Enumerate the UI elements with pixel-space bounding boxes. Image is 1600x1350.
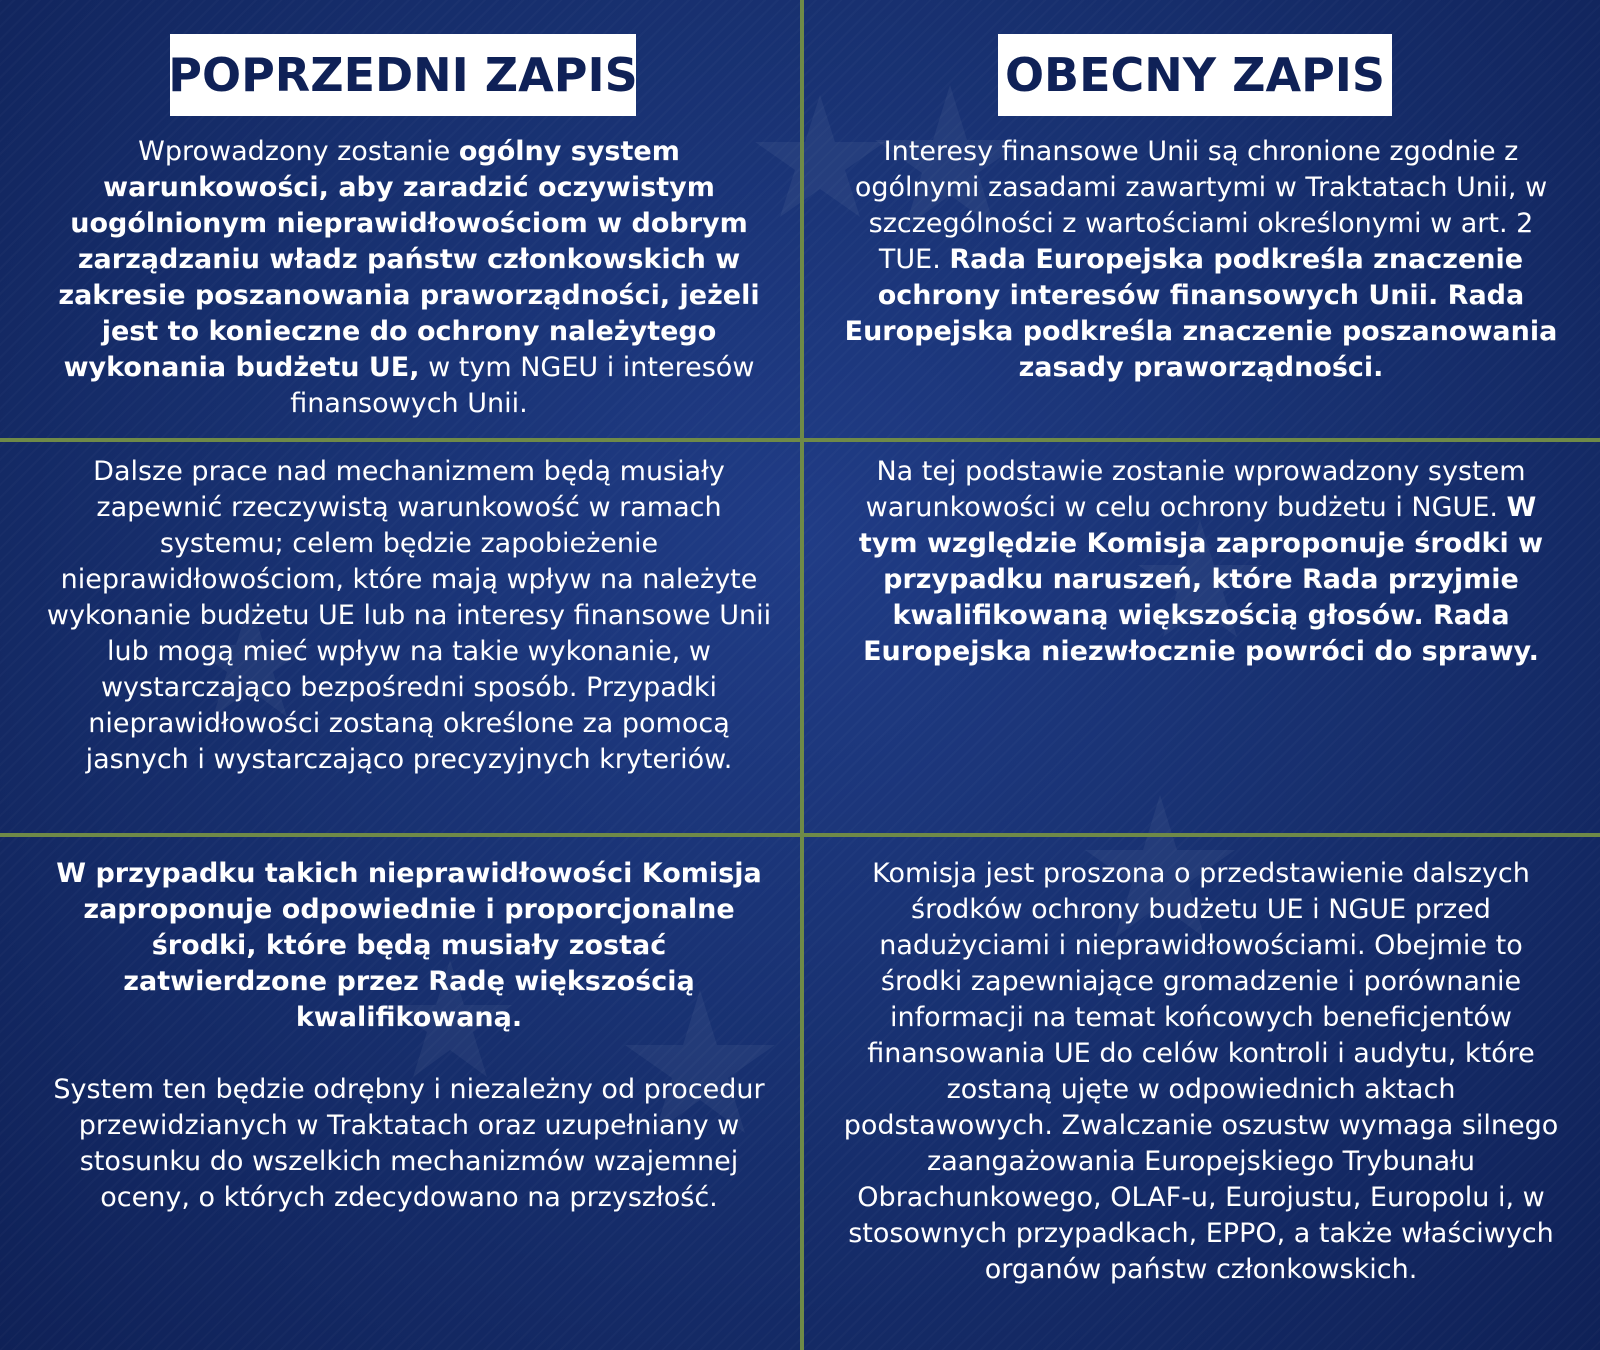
right-middle-text [838, 454, 1564, 670]
paragraph: Dalsze prace nad mechanizmem będą musiały zapewnić rzeczywistą warunkowość w ramach systemu; celem będzie zapobieżenie nieprawidłowościom, które mają wpływ na należyte wykonanie budżetu UE lub na interesy finansowe Unii lub mogą mieć wpływ na takie wykonanie, w wystarczająco bezpośredni sposób. Przypadki nieprawidłowości zostaną określone za pomocą jasnych i wystarczająco precyzyjnych kryteriów. [46, 456, 772, 775]
left-title-box [170, 34, 636, 116]
paragraph-gap [48, 1036, 770, 1072]
paragraph [838, 134, 1564, 386]
right-title: OBECNY ZAPIS [1004, 48, 1386, 102]
vertical-divider [800, 0, 804, 1350]
horizontal-divider-top [0, 438, 1600, 442]
text-bold: ogólny system warunkowości, aby zaradzić oczywistym uogólnionym nieprawidłowościom w dobrym zarządzaniu władz państw członkowskich w zakresie poszanowania praworządności, jeżeli jest to konieczne do ochrony należytego wykonania budżetu UE, [58, 136, 760, 383]
text-normal: Wprowadzony zostanie [138, 136, 459, 167]
text-normal: Na tej podstawie zostanie wprowadzony system warunkowości w celu ochrony budżetu i NGUE. [865, 456, 1526, 523]
text-normal: w tym NGEU i interesów finansowych Unii. [290, 352, 755, 419]
left-title: POPRZEDNI ZAPIS [168, 48, 638, 102]
left-top-text [50, 134, 768, 422]
horizontal-divider-bottom [0, 833, 1600, 837]
right-bottom-text [838, 856, 1564, 1288]
left-bottom-text [48, 856, 770, 1216]
text-normal: Interesy finansowe Unii są chronione zgodnie z ogólnymi zasadami zawartymi w Traktatach Unii, w szczególności z wartościami określonymi w art. 2 TUE. [854, 136, 1548, 275]
paragraph [838, 454, 1564, 670]
paragraph: Komisja jest proszona o przedstawienie dalszych środków ochrony budżetu UE i NGUE przed nadużyciami i nieprawidłowościami. Obejmie to środki zapewniające gromadzenie i porównanie informacji na temat końcowych beneficjentów finansowania UE do celów kontroli i audytu, które zostaną ujęte w odpowiednich aktach podstawowych. Zwalczanie oszustw wymaga silnego zaangażowania Europejskiego Trybunału Obrachunkowego, OLAF-u, Eurojustu, Europolu i, w stosownych przypadkach, EPPO, a także właściwych organów państw członkowskich. [843, 858, 1559, 1285]
right-top-text [838, 134, 1564, 386]
left-middle-text [38, 454, 780, 778]
paragraph [50, 134, 768, 422]
paragraph: System ten będzie odrębny i niezależny od procedur przewidzianych w Traktatach oraz uzupełniany w stosunku do wszelkich mechanizmów wzajemnej oceny, o których zdecydowano na przyszłość. [53, 1074, 765, 1213]
right-title-box [998, 34, 1392, 116]
text-bold: Rada Europejska podkreśla znaczenie ochrony interesów finansowych Unii. Rada Europejska podkreśla znaczenie poszanowania zasady praworządności. [844, 244, 1558, 383]
text-bold: W tym względzie Komisja zaproponuje środki w przypadku naruszeń, które Rada przyjmie kwalifikowaną większością głosów. Rada Europejska niezwłocznie powróci do sprawy. [858, 492, 1544, 667]
paragraph-bold [48, 856, 770, 1036]
text-bold: W przypadku takich nieprawidłowości Komisja zaproponuje odpowiednie i proporcjonalne środki, które będą musiały zostać zatwierdzone przez Radę większością kwalifikowaną. [56, 858, 762, 1033]
